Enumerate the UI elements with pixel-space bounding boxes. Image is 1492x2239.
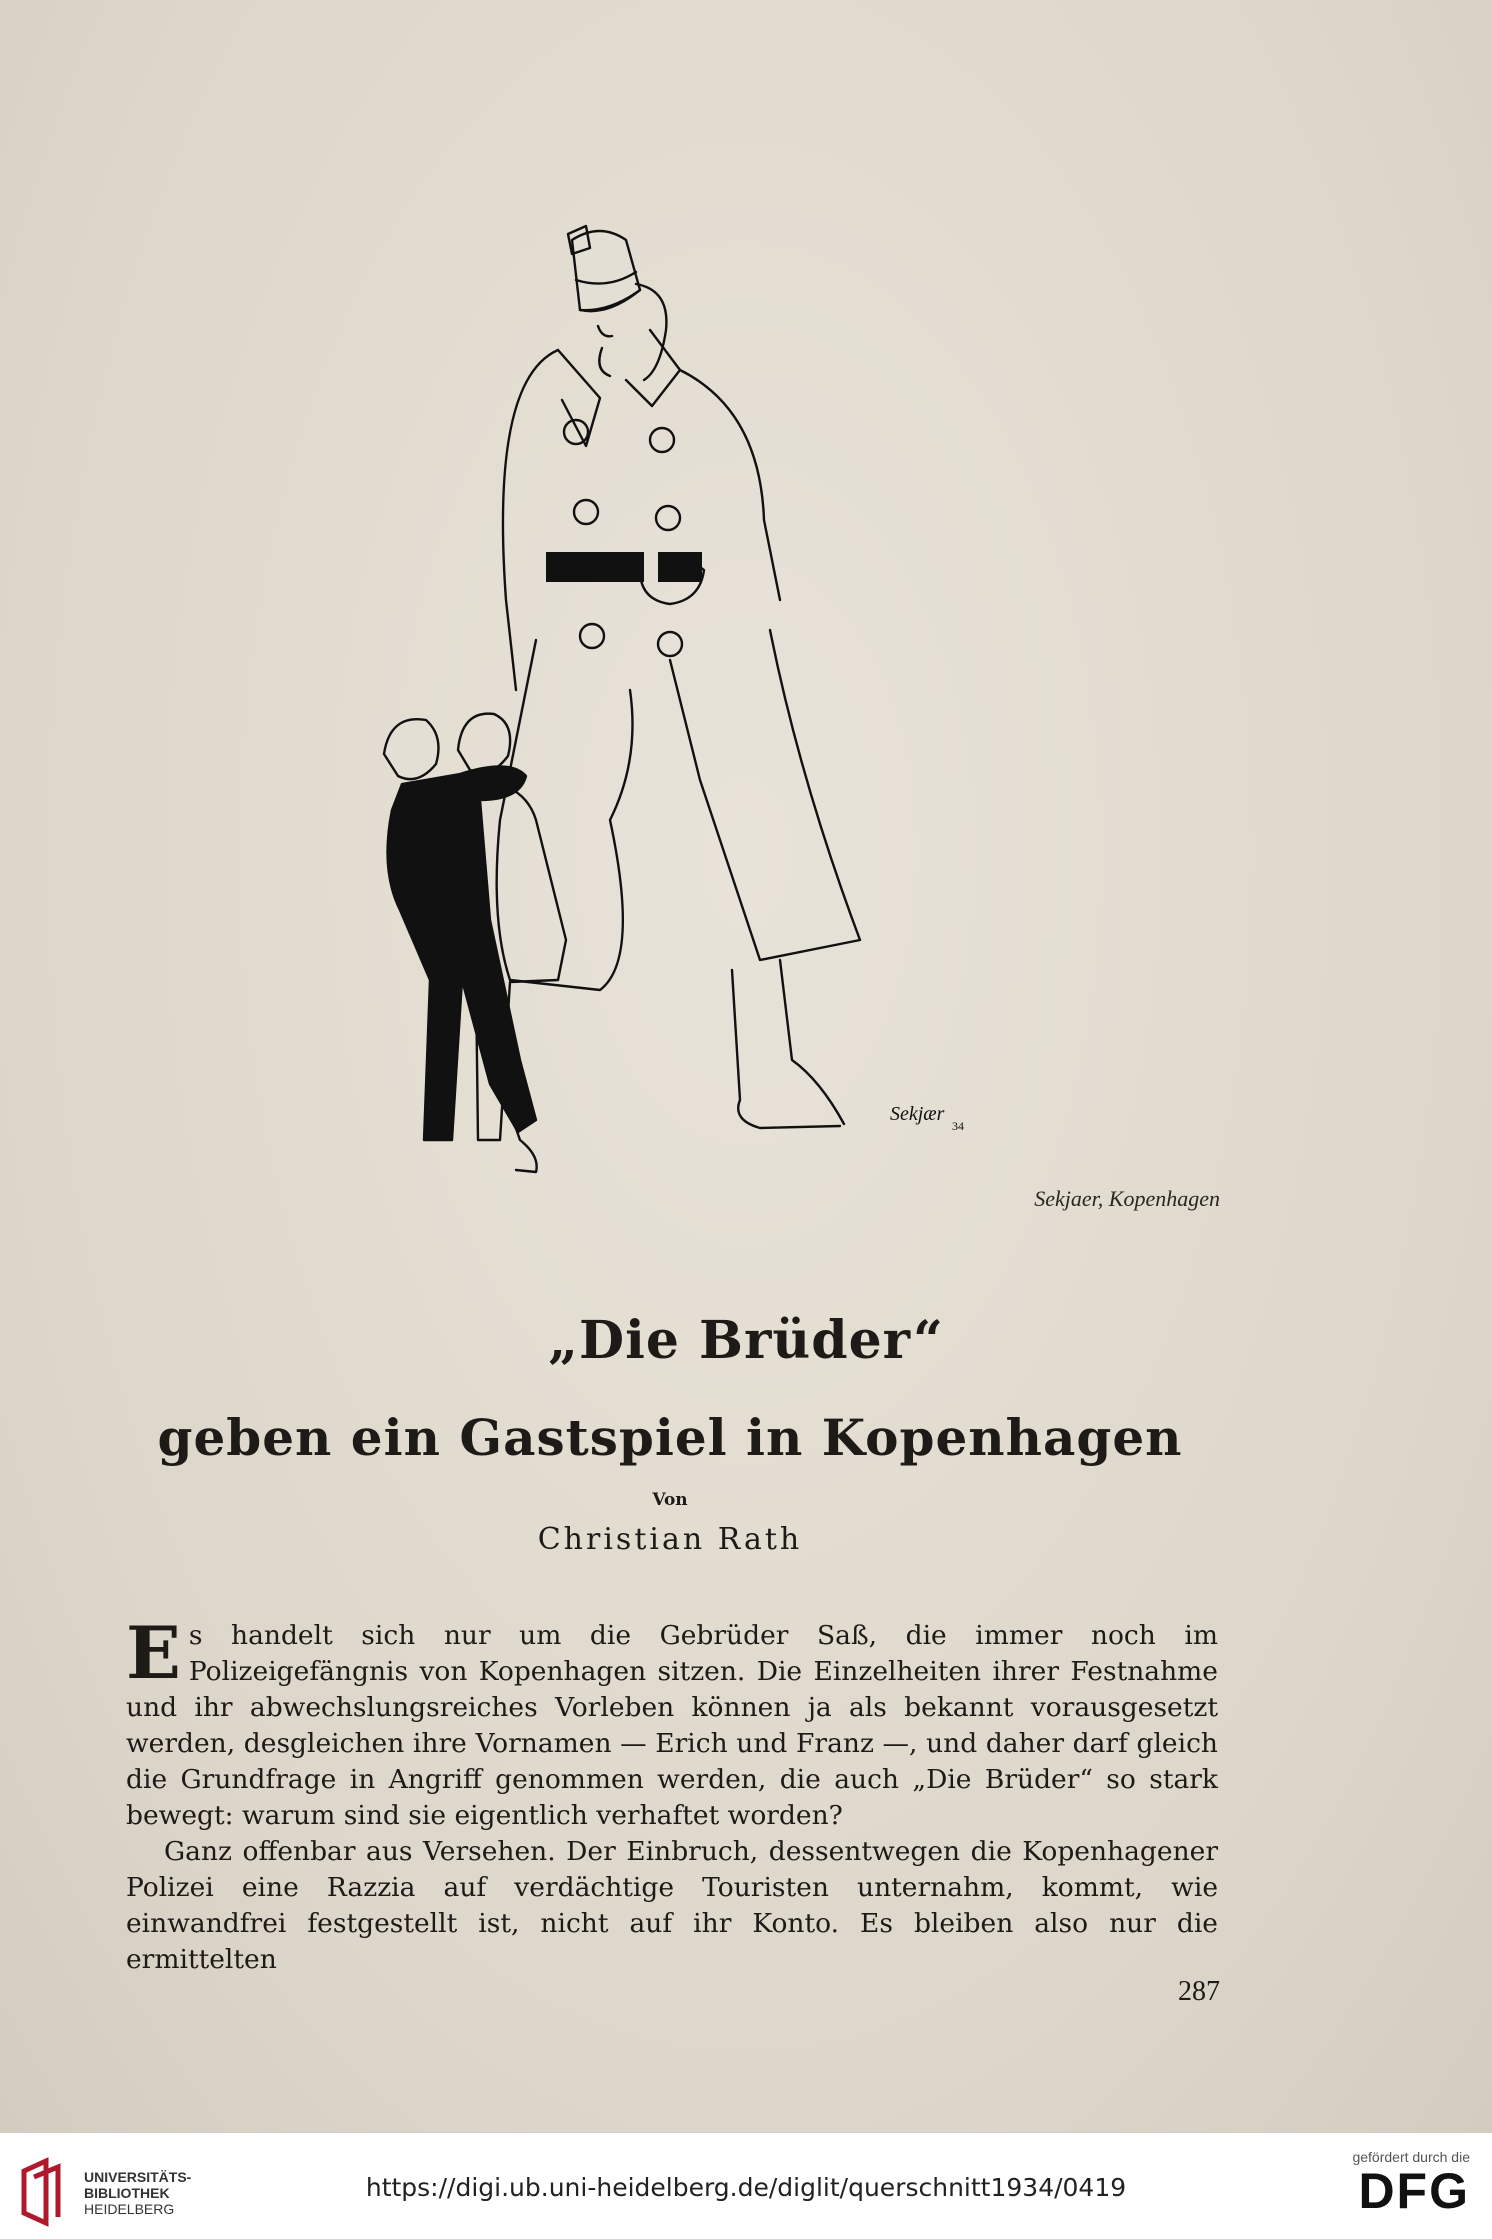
drop-cap: E [126,1610,181,1695]
illustration-caption: Sekjaer, Kopenhagen [1034,1186,1220,1211]
paragraph-1-text: s handelt sich nur um die Gebrüder Saß, die immer noch im Polizeigefängnis von Kopenhagen sitzen. Die Einzelheiten ihrer Festnahme und ihr abwechslungsreiches Vorleben können ja als bekannt vorausgesetzt werden, desgleichen ihre Vornamen — Erich und Franz —, und daher darf gleich die Grundfrage in Angriff genommen werden, die auch „Die Brüder“ so stark bewegt: warum sind sie eigentlich verhaftet worden? [126,1620,1218,1831]
paragraph-2: Ganz offenbar aus Versehen. Der Einbruch, dessentwegen die Kopenhagener Polizei eine Razzia auf verdächtige Touristen unternahm, kommt, wie einwandfrei festgestellt ist, nicht auf ihr Konto. Es bleiben also nur die ermittelten [126,1836,1218,1975]
policeman-and-brothers-illustration [340,220,980,1180]
article-body [126,1610,1218,1978]
page-number: 287 [1178,1976,1220,2007]
library-line-3: HEIDELBERG [84,2201,175,2217]
digitization-footer [0,2132,1492,2239]
illustration-signature-year: 34 [952,1119,964,1133]
byline-von: Von [652,1490,688,1510]
article-subtitle: geben ein Gastspiel in Kopenhagen [157,1408,1183,1467]
library-line-2: BIBLIOTHEK [84,2185,170,2201]
illustration-signature: Sekjær [890,1103,945,1125]
article-title: „Die Brüder“ [548,1310,944,1371]
source-url-link[interactable]: https://digi.ub.uni-heidelberg.de/diglit/querschnitt1934/0419 [365,2173,1127,2202]
dfg-block [1320,2149,1470,2217]
author-name: Christian Rath [537,1522,803,1557]
paragraph-1 [126,1610,1218,1834]
funding-note: gefördert durch die [1352,2149,1470,2165]
library-line-1: UNIVERSITÄTS- [84,2169,192,2185]
dfg-logo[interactable]: DFG [1358,2163,1470,2219]
